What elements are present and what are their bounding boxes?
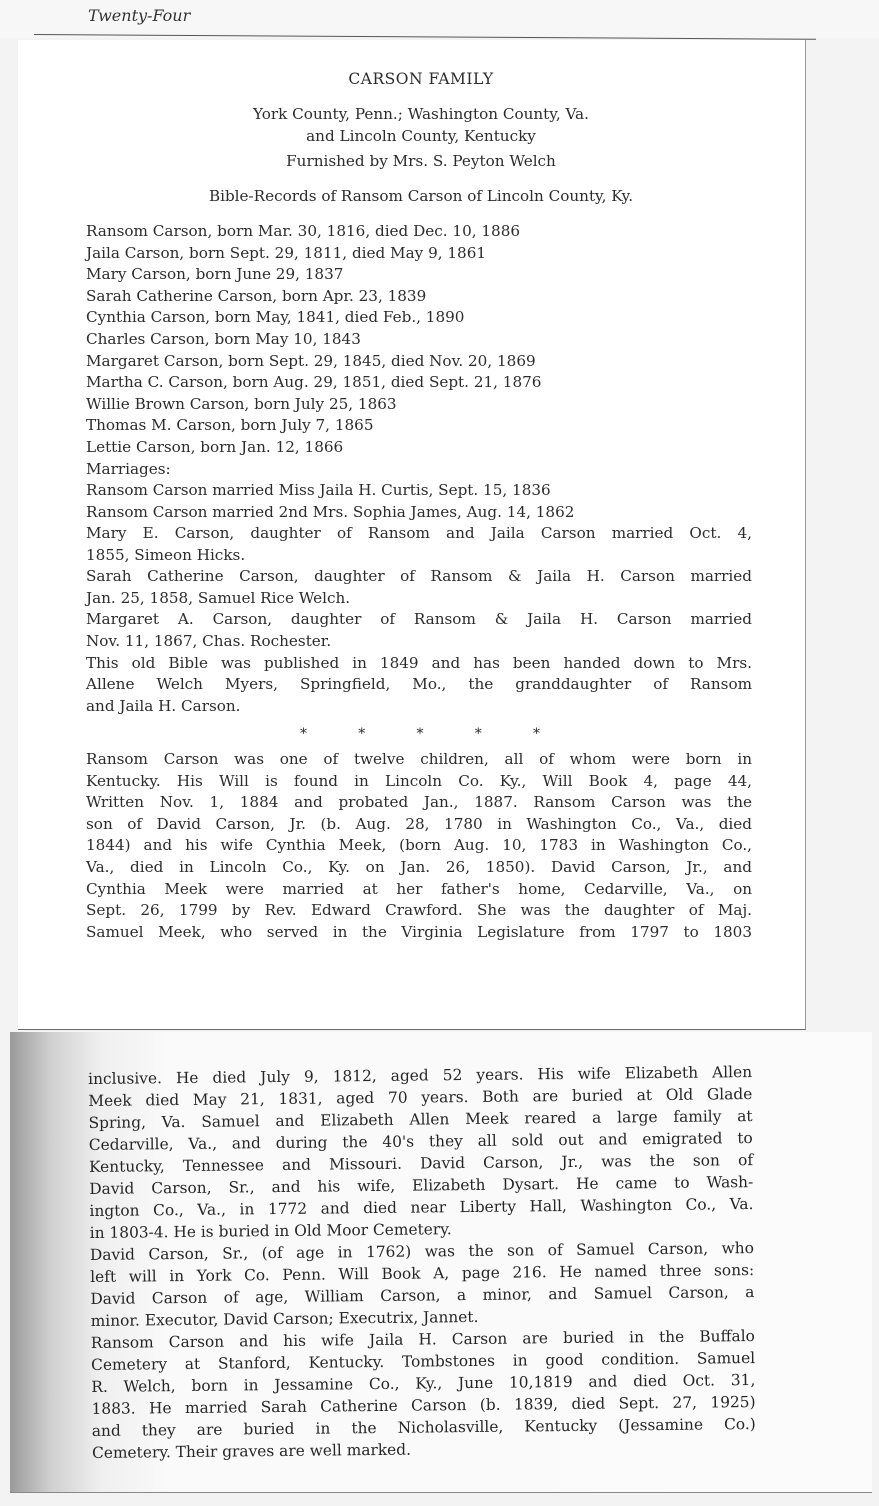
subtitle-line-2: and Lincoln County, Kentucky [306,126,536,145]
narrative-line: Samuel Meek, who served in the Virginia Legislature from 1797 to 1803 [86,922,752,941]
record-line: Marriages: [86,459,171,478]
subtitle [18,104,824,173]
marriage-line: Nov. 11, 1867, Chas. Rochester. [86,631,332,650]
separator-star: * [533,726,540,742]
narrative-line: Va., died in Lincoln Co., Ky. on Jan. 26, 1850). David Carson, Jr., and [86,857,752,876]
marriage-line: Mary E. Carson, daughter of Ransom and Jaila Carson married Oct. 4, [86,524,752,542]
narrative-line: David Carson, Sr., (of age in 1762) was the son of Samuel Carson, who [89,1239,755,1264]
narrative-line: Spring, Va. Samuel and Elizabeth Allen Meek reared a large family at [88,1107,753,1132]
narrative-line: 1883. He married Sarah Catherine Carson (b. 1839, died Sept. 27, 1925) [91,1393,756,1418]
separator-star: * [358,726,366,742]
narrative-line: ington Co., Va., in 1772 and died near Liberty Hall, Washington Co., Va. [89,1195,754,1220]
marriage-line: This old Bible was published in 1849 and has been handed down to Mrs. [86,653,752,672]
record-line: Sarah Catherine Carson, born Apr. 23, 1839 [86,286,427,305]
narrative-page-two [88,1061,756,1464]
narrative-line: Meek died May 21, 1831, aged 70 years. Both are buried at Old Glade [88,1085,753,1110]
narrative-line: Ransom Carson was one of twelve children, all of whom were born in [86,750,752,768]
running-head: Twenty-Four [88,6,191,25]
subtitle-line-3: Furnished by Mrs. S. Peyton Welch [286,152,556,171]
record-line: Jaila Carson, born Sept. 29, 1811, died May 9, 1861 [86,243,487,262]
separator-star: * [474,726,482,742]
record-line: Willie Brown Carson, born July 25, 1863 [86,394,397,413]
record-line: Margaret Carson, born Sept. 29, 1845, died Nov. 20, 1869 [86,351,536,370]
record-line: Ransom Carson married Miss Jaila H. Curtis, Sept. 15, 1836 [86,481,551,500]
marriage-line: Margaret A. Carson, daughter of Ransom & Jaila H. Carson married [86,610,752,629]
narrative-line: Cemetery at Stanford, Kentucky. Tombstones in good condition. Samuel [91,1349,756,1374]
record-line: Thomas M. Carson, born July 7, 1865 [86,416,374,435]
narrative-line: David Carson, Sr., and his wife, Elizabeth Dysart. He came to Wash- [89,1173,754,1198]
marriage-line: Sarah Catherine Carson, daughter of Ransom & Jaila H. Carson married [86,567,752,586]
narrative-line: David Carson of age, William Carson, a minor, and Samuel Carson, a [90,1283,755,1308]
marriage-line: Allene Welch Myers, Springfield, Mo., the granddaughter of Ransom [86,675,752,694]
marriage-line: Jan. 25, 1858, Samuel Rice Welch. [86,588,351,607]
section-heading: Bible-Records of Ransom Carson of Lincoln County, Ky. [208,187,634,205]
narrative-line: Ransom Carson and his wife Jaila H. Carson are buried in the Buffalo [90,1327,755,1352]
narrative-line: inclusive. He died July 9, 1812, aged 52 years. His wife Elizabeth Allen [88,1063,753,1088]
narrative-line: 1844) and his wife Cynthia Meek, (born Aug. 10, 1783 in Washington Co., [86,836,752,855]
narrative-line: son of David Carson, Jr. (b. Aug. 28, 1780 in Washington Co., Va., died [86,814,752,833]
narrative-page-one [86,749,752,943]
narrative-line: Cemetery. Their graves are well marked. [91,1440,412,1462]
narrative-line: Sept. 26, 1799 by Rev. Edward Crawford. She was the daughter of Maj. [86,901,752,920]
record-line: Charles Carson, born May 10, 1843 [86,329,361,348]
narrative-line: Written Nov. 1, 1884 and probated Jan., 1887. Ransom Carson was the [86,793,752,812]
separator-star: * [416,726,424,742]
narrative-line: left will in York Co. Penn. Will Book A, page 216. He named three sons: [90,1261,755,1286]
narrative-line: Cynthia Meek were married at her father's home, Cedarville, Va., on [86,879,752,898]
record-line: Ransom Carson, born Mar. 30, 1816, died Dec. 10, 1886 [86,222,521,240]
marriage-line: and Jaila H. Carson. [86,696,241,715]
section-separator [300,726,540,742]
narrative-line: Cedarville, Va., and during the 40's they all sold out and emigrated to [88,1129,753,1154]
record-line: Lettie Carson, born Jan. 12, 1866 [86,437,344,456]
narrative-line: and they are buried in the Nicholasville, Kentucky (Jessamine Co.) [91,1415,756,1440]
narrative-line: R. Welch, born in Jessamine Co., Ky., June 10,1819 and died Oct. 31, [91,1371,756,1396]
record-line: Martha C. Carson, born Aug. 29, 1851, died Sept. 21, 1876 [86,373,542,392]
records-list [86,221,766,523]
record-line: Mary Carson, born June 29, 1837 [86,265,344,284]
narrative-line: minor. Executor, David Carson; Executrix, Jannet. [90,1307,479,1330]
record-line: Cynthia Carson, born May, 1841, died Feb., 1890 [86,308,465,327]
narrative-line: in 1803-4. He is buried in Old Moor Cemetery. [89,1220,452,1242]
narrative-line: Kentucky, Tennessee and Missouri. David Carson, Jr., was the son of [88,1151,754,1176]
record-line: Ransom Carson married 2nd Mrs. Sophia James, Aug. 14, 1862 [86,502,575,521]
marriage-line: 1855, Simeon Hicks. [86,545,246,564]
subtitle-line-1: York County, Penn.; Washington County, Va. [253,105,589,123]
marriage-paragraphs [86,523,752,717]
separator-star: * [300,726,307,742]
narrative-line: Kentucky. His Will is found in Lincoln Co. Ky., Will Book 4, page 44, [86,771,752,790]
page-title: CARSON FAMILY [348,70,494,88]
